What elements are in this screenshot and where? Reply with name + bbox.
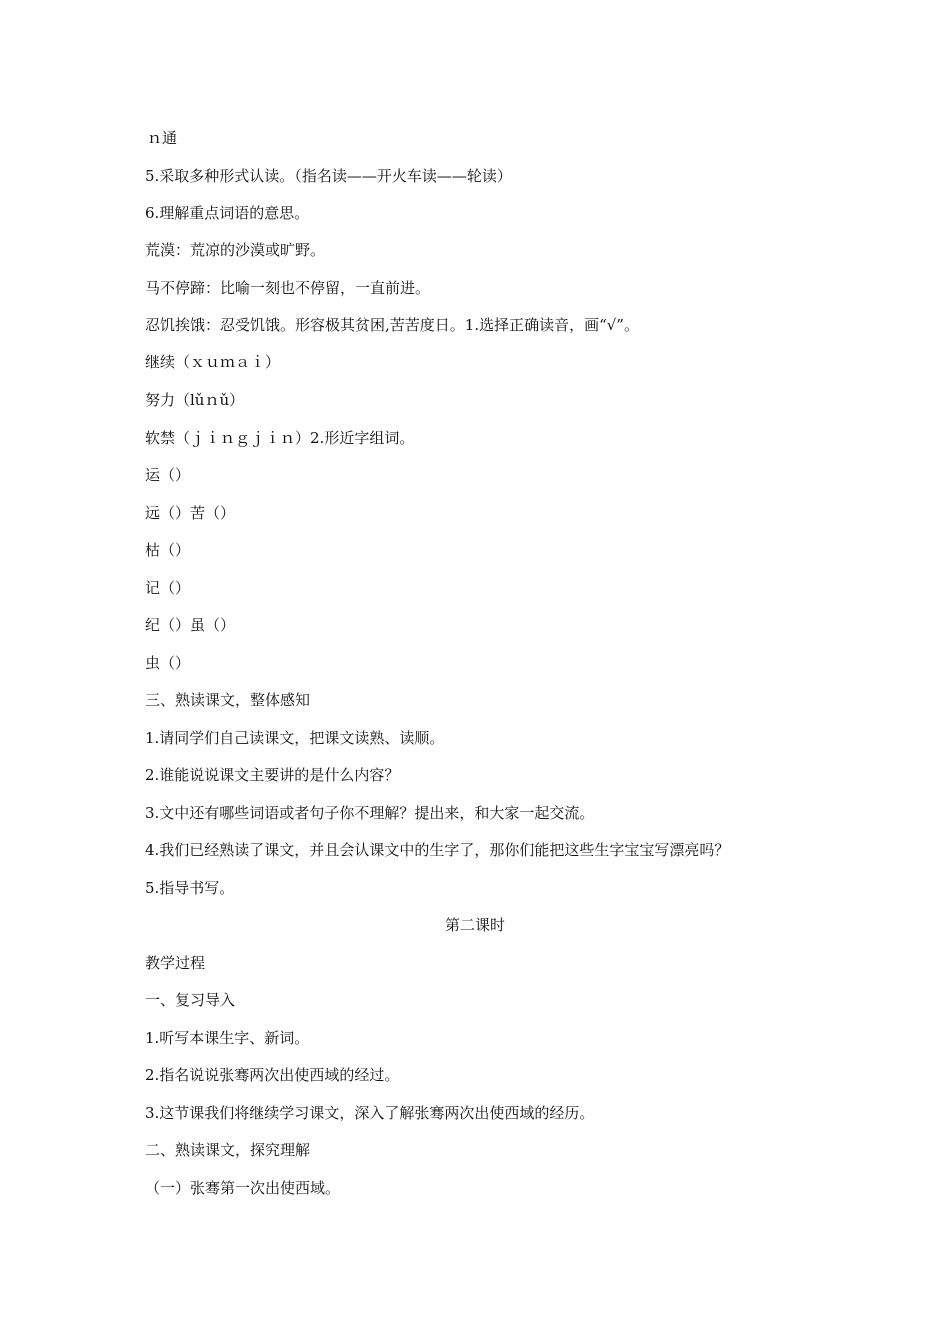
section-heading: 二、熟读课文，探究理解 (145, 1141, 311, 1159)
section-heading: 教学过程 (145, 954, 206, 972)
text-line: 3.文中还有哪些词语或者句子你不理解？提出来，和大家一起交流。 (145, 804, 595, 822)
text-line: 6.理解重点词语的意思。 (145, 204, 310, 222)
text-line: 记（） (145, 579, 191, 597)
text-line: 5.采取多种形式认读。（指名读——开火车读——轮读） (145, 167, 512, 185)
text-line: 3.这节课我们将继续学习课文，深入了解张骞两次出使西域的经历。 (145, 1104, 595, 1122)
text-line: 4.我们已经熟读了课文，并且会认课文中的生字了，那你们能把这些生字宝宝写漂亮吗？ (145, 841, 730, 859)
text-line: 软禁（ｊｉｎｇｊｉｎ）2.形近字组词。 (145, 429, 415, 447)
text-line: 纪（）虽（） (145, 616, 236, 634)
section-heading: 三、熟读课文，整体感知 (145, 691, 311, 709)
text-line: 虫（） (145, 654, 191, 672)
lesson-title: 第二课时 (444, 916, 505, 934)
text-line: 忍饥挨饿：忍受饥饿。形容极其贫困,苦苦度日。1.选择正确读音，画“√”。 (145, 316, 639, 334)
text-line: ｎ通 (147, 129, 178, 147)
text-line: 马不停蹄：比喻一刻也不停留，一直前进。 (145, 279, 431, 297)
section-heading: 一、复习导入 (145, 991, 236, 1009)
text-line: 远（）苦（） (145, 504, 236, 522)
text-line: 运（） (145, 466, 191, 484)
text-line: 1.听写本课生字、新词。 (145, 1029, 310, 1047)
text-line: 荒漠：荒凉的沙漠或旷野。 (145, 241, 326, 259)
text-line: 2.指名说说张骞两次出使西域的经过。 (145, 1066, 400, 1084)
text-line: 1.请同学们自己读课文，把课文读熟、读顺。 (145, 729, 445, 747)
text-line: 枯（） (145, 541, 191, 559)
text-line: 5.指导书写。 (145, 879, 235, 897)
text-line: 努力（lǔｎǔ） (145, 391, 245, 409)
text-line: 2.谁能说说课文主要讲的是什么内容？ (145, 766, 400, 784)
text-line: 继续（ｘｕｍａｉ） (145, 353, 281, 371)
text-line: （一）张骞第一次出使西域。 (145, 1179, 341, 1197)
